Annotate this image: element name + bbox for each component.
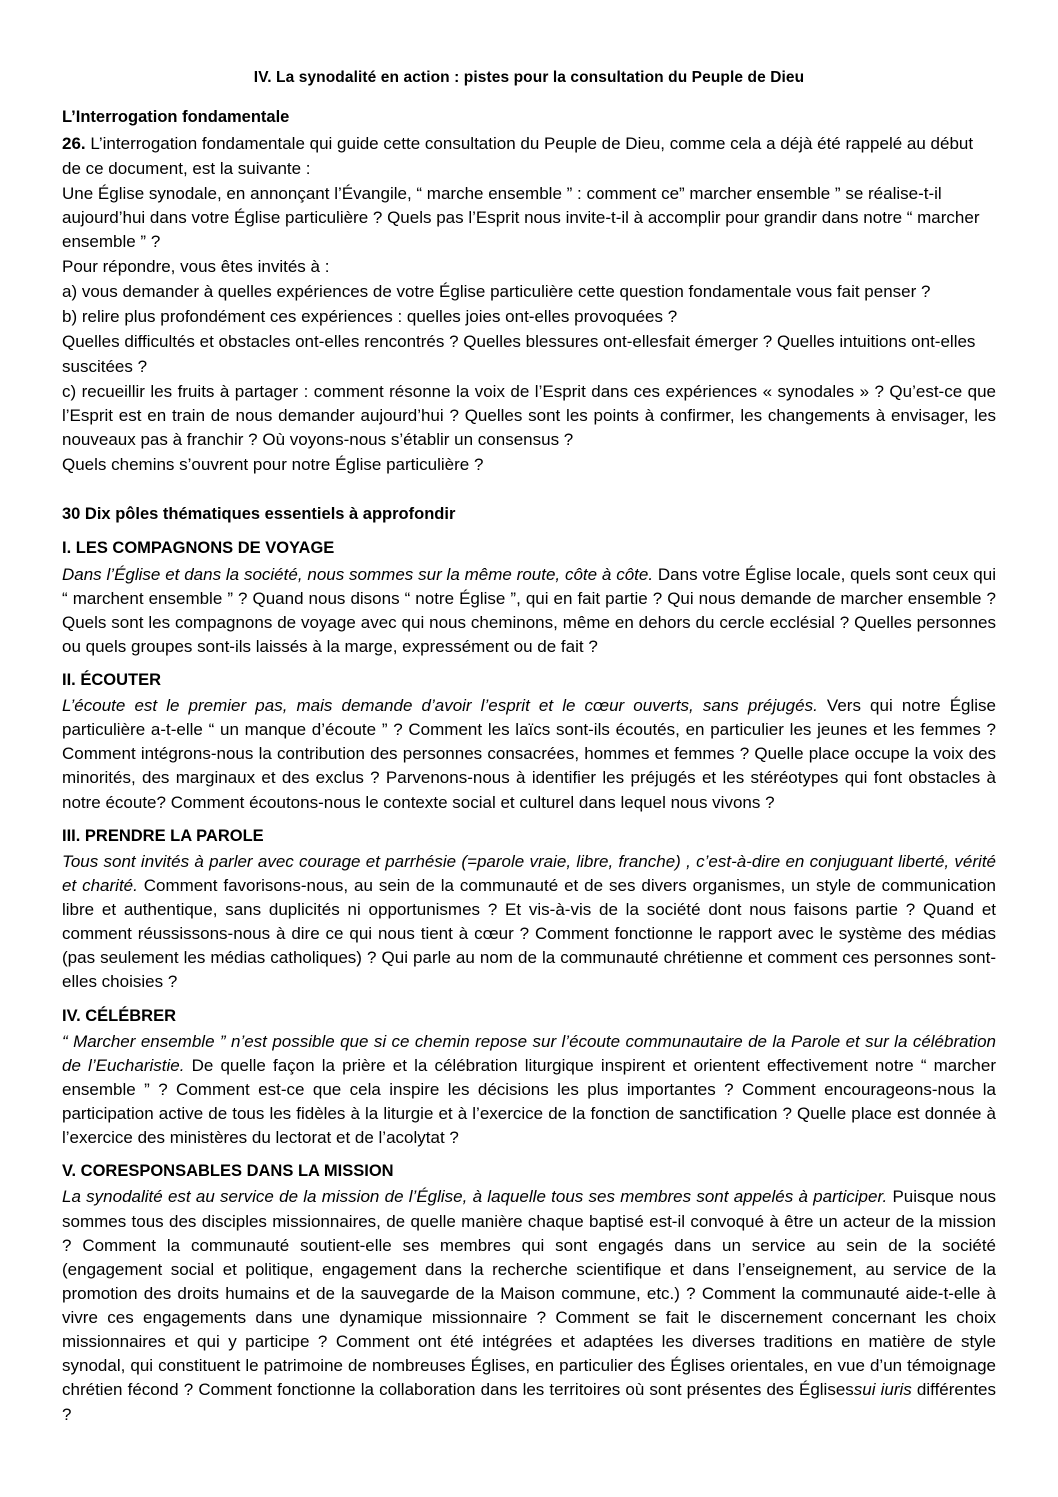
paragraph-quels-chemins: Quels chemins s’ouvrent pour notre Église particulière ?	[62, 455, 484, 475]
paragraph-text: L’interrogation fondamentale qui guide cette consultation du Peuple de Dieu, comme cela a déjà été rappelé au début de ce document, est la suivante :	[62, 134, 974, 178]
page-title: IV. La synodalité en action : pistes pour la consultation du Peuple de Dieu	[253, 69, 805, 86]
paragraph-item-a: a) vous demander à quelles expériences de votre Église particulière cette question fondamentale vous fait penser ?	[62, 282, 931, 302]
theme-lead-5: La synodalité est au service de la mission de l’Église, à laquelle tous ses membres sont appelés à participer.	[62, 1187, 888, 1207]
theme-heading-2: II. ÉCOUTER	[62, 671, 162, 690]
theme-text-4: De quelle façon la prière et la célébration liturgique inspirent et orientent effectivement notre “ marcher ensemble ” ? Comment est-ce que cela inspire les décisions les plus importantes ? Comment encourageons-nous la participation active de tous les fidèles à la liturgie et à l’exercice de la fonction de sanctification ? Quelle place est donnée à l’exercice des ministères du lectorat et de l’acolytat ?	[62, 1055, 996, 1148]
theme-paragraph-5	[62, 1185, 996, 1426]
theme-text-1: Dans votre Église locale, quels sont ceux qui “ marchent ensemble ” ? Quand nous disons “ notre Église ”, qui en fait partie ? Qui nous demande de marcher ensemble ? Quels sont les compagnons de voyage avec qui nous cheminons, même en dehors du cercle ecclésial ? Quelles personnes ou quels groupes sont-ils laissés à la marge, expressément ou de fait ?	[62, 564, 996, 656]
theme-heading-3: III. PRENDRE LA PAROLE	[62, 826, 264, 845]
theme-tail-italic-5: sui iuris	[853, 1380, 912, 1400]
theme-heading-5: V. CORESPONSABLES DANS LA MISSION	[62, 1162, 394, 1181]
paragraph-pour-repondre: Pour répondre, vous êtes invités à :	[62, 257, 330, 277]
theme-lead-4: “ Marcher ensemble ” n’est possible que si ce chemin repose sur l’écoute communautaire de la Parole et sur la célébration de l’Eucharistie.	[62, 1031, 996, 1075]
paragraph-26	[62, 132, 996, 180]
theme-text-2: Vers qui notre Église particulière a-t-elle “ un manque d’écoute ” ? Comment les laïcs sont-ils écoutés, en particulier les jeunes et les femmes ? Comment intégrons-nous la contribution des personnes consacrées, hommes et femmes ? Quelle place occupe la voix des minorités, des marginaux et des exclus ? Parvenons-nous à identifier les préjugés et les stéréotypes qui font obstacles à notre écoute? Comment écoutons-nous le contexte social et culturel dans lequel nous vivons ?	[62, 696, 996, 812]
theme-text-5: Puisque nous sommes tous des disciples missionnaires, de quelle manière chaque baptisé est-il convoqué à être un acteur de la mission ? Comment la communauté soutient-elle ses membres qui sont engagés dans un service au sein de la société (engagement social et politique, engagement dans la recherche scientifique et dans l’enseignement, au service de la promotion des droits humains et de la sauvegarde de la Maison commune, etc.) ? Comment la communauté aide-t-elle à vivre ces engagements dans une dynamique missionnaire ? Comment se fait le discernement concernant les choix missionnaires et qui y participe ? Comment ont été intégrées et adaptées les diverses traditions en matière de style synodal, qui constituent le patrimoine de nombreuses Églises, en particulier des Églises orientales, en vue d’un témoignage chrétien fécond ? Comment fonctionne la collaboration dans les territoires où sont présentes des Églises	[62, 1187, 996, 1400]
theme-lead-1: Dans l’Église et dans la société, nous sommes sur la même route, côte à côte.	[62, 564, 654, 584]
theme-paragraph-1	[62, 563, 996, 660]
theme-text-3: Comment favorisons-nous, au sein de la communauté et de ses divers organismes, un style de communication libre et authentique, sans duplicités ni opportunismes ? Et vis-à-vis de la société dont nous faisons partie ? Quand et comment réussissons-nous à dire ce qui nous tient à cœur ? Comment fonctionne le rapport avec le système des médias (pas seulement les médias catholiques) ? Qui parle au nom de la communauté chrétienne et comment ces personnes sont-elles choisies ?	[62, 875, 996, 992]
paragraph-number: 26.	[62, 134, 86, 154]
theme-paragraph-2	[62, 694, 996, 815]
paragraph-item-b: b) relire plus profondément ces expériences : quelles joies ont-elles provoquées ?	[62, 307, 678, 327]
theme-heading-1: I. LES COMPAGNONS DE VOYAGE	[62, 539, 335, 558]
theme-heading-4: IV. CÉLÉBRER	[62, 1006, 177, 1025]
paragraph-item-c: c) recueillir les fruits à partager : comment résonne la voix de l’Esprit dans ces expériences « synodales » ? Qu’est-ce que l’Esprit est en train de nous demander aujourd’hui ? Quelles sont les points à confirmer, les changements à envisager, les nouveaux pas à franchir ? Où voyons-nous s’établir un consensus ?	[62, 381, 996, 449]
paragraph-eglise-synodale: Une Église synodale, en annonçant l’Évangile, “ marche ensemble ” : comment ce” marcher ensemble ” se réalise-t-il aujourd’hui dans votre Église particulière ? Quels pas l’Esprit nous invite-t-il à accomplir pour grandir dans notre “ marcher ensemble ” ?	[62, 183, 980, 251]
section-heading-themes: 30 Dix pôles thématiques essentiels à approfondir	[62, 505, 456, 524]
theme-lead-2: L’écoute est le premier pas, mais demande d’avoir l’esprit et le cœur ouverts, sans préjugés.	[62, 696, 818, 716]
theme-paragraph-3	[62, 850, 996, 995]
theme-paragraph-4	[62, 1030, 996, 1151]
section-heading-interrogation: L’Interrogation fondamentale	[62, 108, 290, 127]
theme-lead-3: Tous sont invités à parler avec courage et parrhésie (=parole vraie, libre, franche) , c’est-à-dire en conjuguant liberté, vérité et charité.	[62, 851, 996, 895]
theme-tail-5: différentes ?	[62, 1380, 997, 1424]
paragraph-difficultes: Quelles difficultés et obstacles ont-elles rencontrés ? Quelles blessures ont-ellesfait émerger ? Quelles intuitions ont-elles suscitées ?	[62, 332, 976, 376]
